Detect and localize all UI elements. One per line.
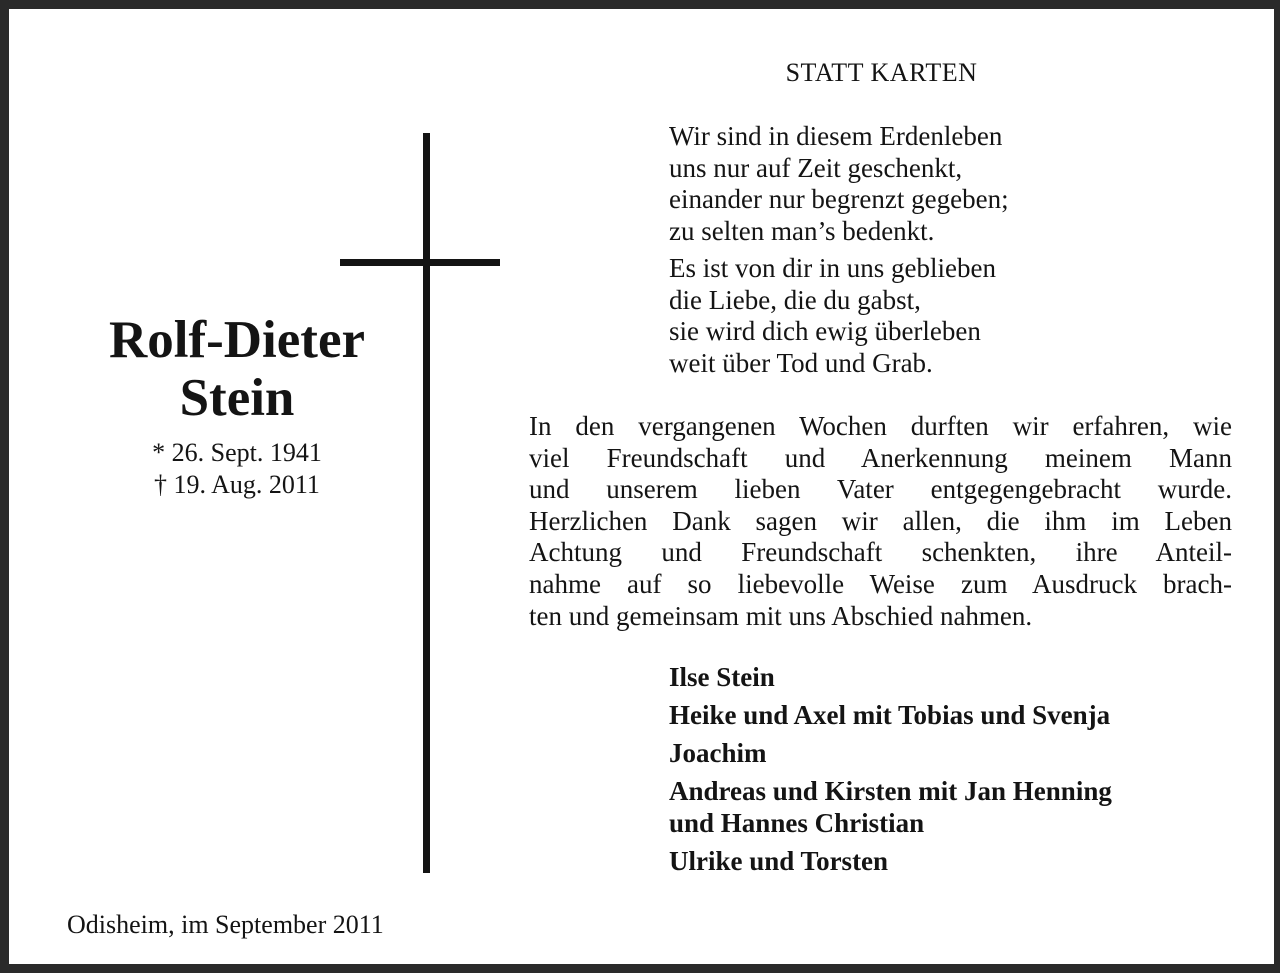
poem-line: Es ist von dir in uns geblieben: [669, 253, 996, 283]
mourner-entry: [669, 845, 1229, 877]
thanks-line: viel Freundschaft und Anerkennung meinem Mann: [529, 442, 1232, 473]
deceased-last-name: Stein: [179, 369, 295, 427]
mourners-list: [669, 661, 1229, 883]
statt-karten-heading: STATT KARTEN: [785, 58, 978, 87]
mourner-name: Ilse Stein: [669, 662, 775, 692]
thanks-paragraph: [529, 411, 1232, 632]
poem-line: die Liebe, die du gabst,: [669, 284, 921, 315]
mourner-name: Ulrike und Torsten: [669, 846, 889, 876]
poem-line: sie wird dich ewig überleben: [669, 316, 981, 346]
thanks-line: ten und gemeinsam mit uns Abschied nahmen.: [529, 600, 1033, 631]
mourner-entry: [669, 661, 1229, 693]
poem-stanza-1: [669, 121, 1189, 247]
mourner-entry: [669, 775, 1229, 839]
poem-line: Wir sind in diesem Erdenleben: [669, 121, 1003, 151]
mourner-name: und Hannes Christian: [669, 808, 925, 838]
mourner-name: Andreas und Kirsten mit Jan Henning: [669, 776, 1112, 806]
poem-stanza-2: [669, 253, 1189, 379]
mourner-entry: [669, 737, 1229, 769]
poem: [669, 121, 1189, 379]
thanks-line: nahme auf so liebevolle Weise zum Ausdruck brach-: [529, 568, 1232, 599]
death-date: † 19. Aug. 2011: [154, 470, 320, 499]
poem-line: zu selten man’s bedenkt.: [669, 215, 935, 246]
cross-horizontal-bar: [340, 259, 500, 266]
cross-vertical-bar: [423, 133, 430, 873]
thanks-line: Herzlichen Dank sagen wir allen, die ihm im Leben: [529, 505, 1232, 536]
thanks-line: In den vergangenen Wochen durften wir erfahren, wie: [529, 411, 1232, 441]
deceased-first-name: Rolf-Dieter: [108, 311, 366, 369]
place-and-date: Odisheim, im September 2011: [67, 910, 384, 939]
thanks-line: und unserem lieben Vater entgegengebracht wurde.: [529, 474, 1232, 505]
mourner-name: Joachim: [669, 738, 767, 768]
birth-date: * 26. Sept. 1941: [152, 438, 322, 467]
mourner-name: Heike und Axel mit Tobias und Svenja: [669, 700, 1111, 730]
poem-line: einander nur begrenzt gegeben;: [669, 184, 1009, 214]
mourner-entry: [669, 699, 1229, 731]
life-dates: [67, 437, 407, 501]
thanks-line: Achtung und Freundschaft schenkten, ihre Anteil-: [529, 537, 1232, 568]
poem-line: weit über Tod und Grab.: [669, 347, 933, 378]
poem-line: uns nur auf Zeit geschenkt,: [669, 152, 963, 183]
deceased-block: [67, 311, 407, 501]
